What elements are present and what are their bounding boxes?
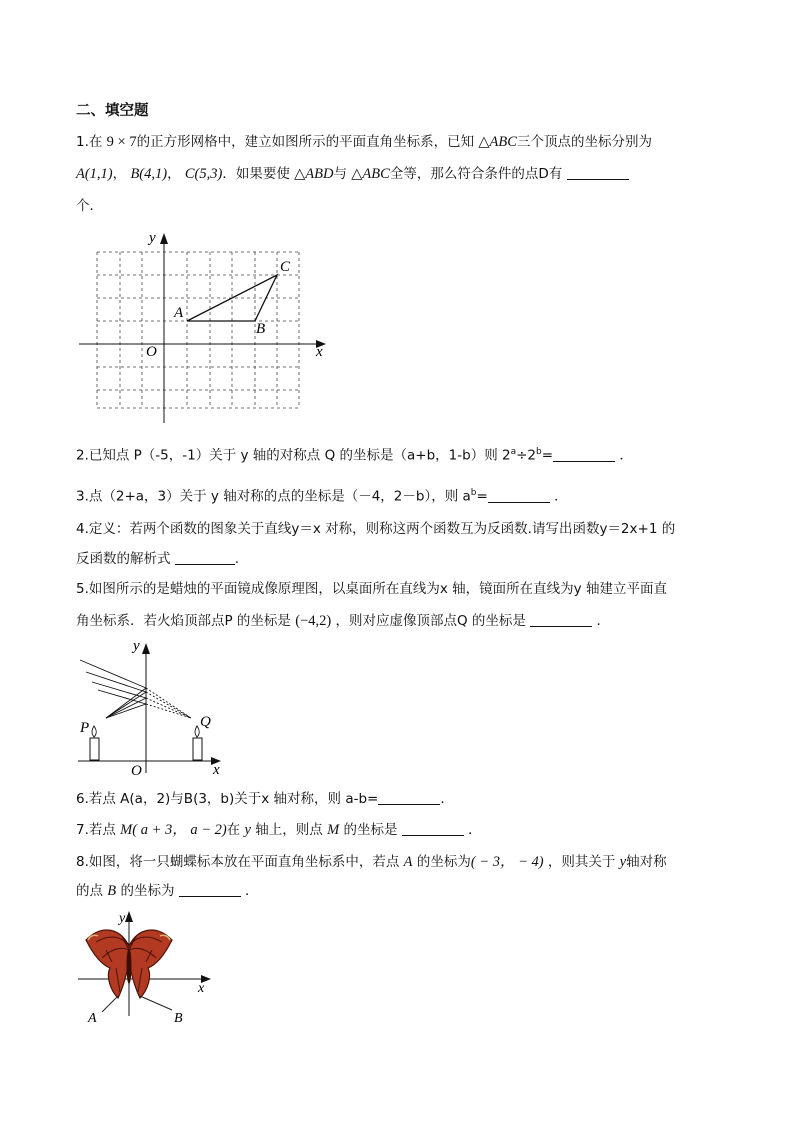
q1-line3: 个． [76,198,103,214]
q5-mirror-figure [76,640,236,780]
q1-x-axis-label: x [316,344,323,360]
q1-answer-blank[interactable] [567,165,629,180]
q1-point-b-label: B [256,321,266,337]
q6-answer-blank[interactable] [378,790,440,805]
q5-line2: 角坐标系．若火焰顶部点P 的坐标是 (−4,2) ，则对应虚像顶部点Q 的坐标是 ． [76,613,611,629]
q5-answer-blank[interactable] [530,612,592,627]
q5-origin-label: O [131,763,142,779]
q1-point-a-label: A [174,305,184,321]
q8-line1: 8.如图，将一只蝴蝶标本放在平面直角坐标系中，若点 A 的坐标为( − 3， − 4) ，则其关于 y轴对称 [76,854,667,870]
q1-line2: A(1,1)， B(4,1)， C(5,3)．如果要使 △ABD与 △ABC全等，那么符合条件的点D有 [76,165,629,183]
q4-answer-blank[interactable] [175,550,235,565]
section-title: 二、填空题 [76,103,149,119]
q7-answer-blank[interactable] [402,821,464,836]
q8-x-axis-label: x [198,981,205,996]
q8-butterfly-figure [76,906,226,1026]
q8-y-axis-label: y [119,911,126,926]
q1-point-c-label: C [280,259,291,275]
q4-line1: 4.定义：若两个函数的图象关于直线y＝x 对称，则称这两个函数互为反函数.请写出函数y＝2x+1 的 [76,521,676,537]
q8-line2: 的点 B 的坐标为 ． [76,883,259,899]
q8-point-a-label: A [88,1011,97,1026]
q5-point-p-label: P [80,720,90,736]
q1-origin-label: O [146,344,157,360]
q4-line2: 反函数的解析式 . [76,551,240,567]
q5-y-axis-label: y [133,638,140,654]
q5-line1: 5.如图所示的是蜡烛的平面镜成像原理图，以桌面所在直线为x 轴，镜面所在直线为y 轴建立平面直 [76,581,667,597]
q1-grid-figure [76,228,336,428]
q3-line: 3.点（2+a，3）关于 y 轴对称的点的坐标是（－4，2－b），则 $a^b=$ ． [76,488,568,505]
q2-answer-blank[interactable] [553,447,615,462]
q1-y-axis-label: y [149,230,156,246]
q3-answer-blank[interactable] [488,488,550,503]
q8-answer-blank[interactable] [179,882,241,897]
q8-point-b-label: B [174,1011,183,1026]
q5-point-q-label: Q [200,714,211,730]
q5-x-axis-label: x [213,762,220,778]
q6-line: 6.若点 A(a，2)与B(3，b)关于x 轴对称，则 a-b= . [76,791,445,807]
q7-line: 7.若点 M( a + 3， a − 2)在 y 轴上，则点 M 的坐标是 ． [76,822,482,838]
q1-line1: 1.在 9 × 7的正方形网格中，建立如图所示的平面直角坐标系，已知 △ABC三个顶点的坐标分别为 [76,134,652,150]
q2-line: 2.已知点 P（-5，-1）关于 y 轴的对称点 Q 的坐标是（a+b，1-b）则 $2^a\div 2^b=$ ． [76,447,633,464]
